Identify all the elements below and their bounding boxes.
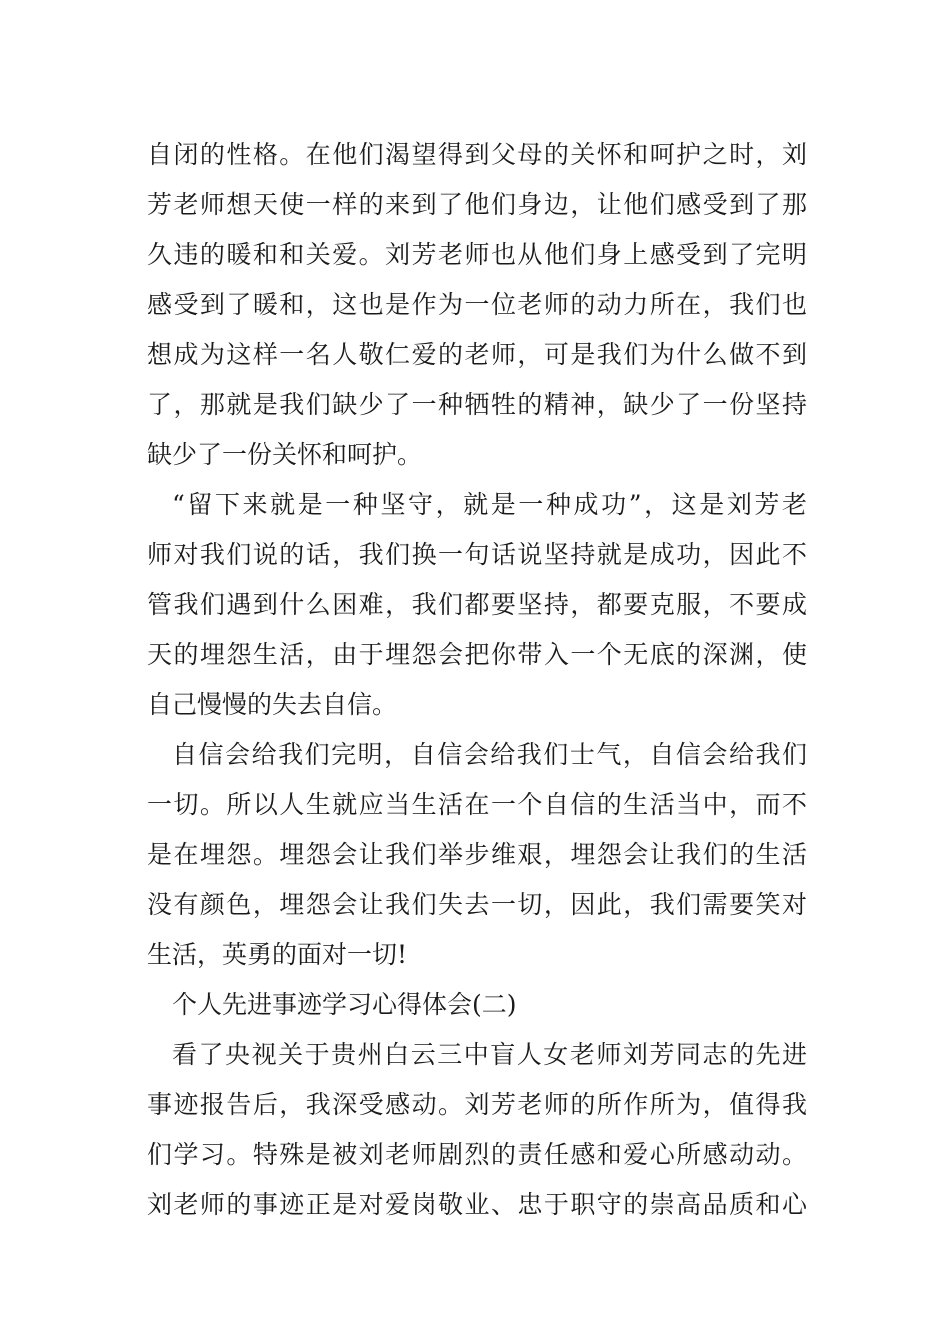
body-text-line: 管我们遇到什么困难，我们都要坚持，都要克服，不要成 xyxy=(147,590,807,619)
body-text-line: 感受到了暖和，这也是作为一位老师的动力所在，我们也 xyxy=(147,290,807,319)
body-text-line: 是在埋怨。埋怨会让我们举步维艰，埋怨会让我们的生活 xyxy=(147,840,807,869)
body-text-line: 自己慢慢的失去自信。 xyxy=(147,690,398,719)
body-text-line: 一切。所以人生就应当生活在一个自信的生活当中，而不 xyxy=(147,790,807,819)
body-text-line: 天的埋怨生活，由于埋怨会把你带入一个无底的深渊，使 xyxy=(147,640,807,669)
body-text-line: 刘老师的事迹正是对爱岗敬业、忠于职守的崇高品质和心 xyxy=(147,1190,807,1219)
body-text-line: 芳老师想天使一样的来到了他们身边，让他们感受到了那 xyxy=(147,190,807,219)
body-text-line: 久违的暖和和关爱。刘芳老师也从他们身上感受到了完明 xyxy=(147,240,807,269)
paragraph-first-line: 自信会给我们完明，自信会给我们士气，自信会给我们 xyxy=(172,740,807,769)
body-text-line: 缺少了一份关怀和呵护。 xyxy=(147,440,423,469)
body-text-line: 们学习。特殊是被刘老师剧烈的责任感和爱心所感动动。 xyxy=(147,1140,807,1169)
body-text-line: 没有颜色，埋怨会让我们失去一切，因此，我们需要笑对 xyxy=(147,890,807,919)
section-heading: 个人先进事迹学习心得体会(二) xyxy=(172,990,517,1019)
body-text-line: 自闭的性格。在他们渴望得到父母的关怀和呵护之时，刘 xyxy=(147,140,807,169)
body-text-line: 想成为这样一名人敬仁爱的老师，可是我们为什么做不到 xyxy=(147,340,807,369)
paragraph-first-line: 看了央视关于贵州白云三中盲人女老师刘芳同志的先进 xyxy=(172,1040,807,1069)
body-text-line: 了，那就是我们缺少了一种牺牲的精神，缺少了一份坚持 xyxy=(147,390,807,419)
paragraph-first-line: “留下来就是一种坚守，就是一种成功”，这是刘芳老 xyxy=(172,490,807,519)
body-text-line: 生活，英勇的面对一切! xyxy=(147,940,408,969)
body-text-line: 事迹报告后，我深受感动。刘芳老师的所作所为，值得我 xyxy=(147,1090,807,1119)
body-text-line: 师对我们说的话，我们换一句话说坚持就是成功，因此不 xyxy=(147,540,807,569)
